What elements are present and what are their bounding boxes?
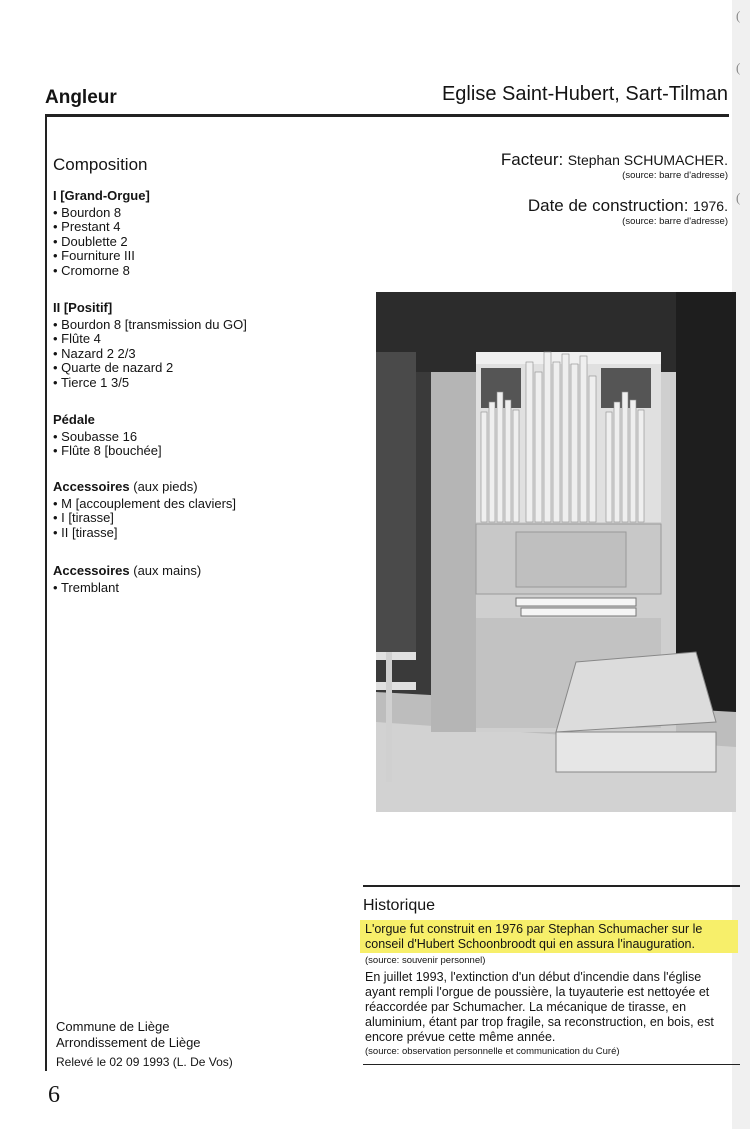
builder-line bbox=[501, 150, 728, 170]
accessory-item: • M [accouplement des claviers] bbox=[53, 497, 236, 512]
commune-block bbox=[56, 1019, 201, 1051]
date-source: (source: barre d'adresse) bbox=[622, 216, 728, 227]
pedale-section bbox=[53, 413, 162, 459]
historique-line: ayant rempli l'orgue de poussière, la tuyauterie est nettoyée et bbox=[365, 985, 710, 999]
accessory-item: • II [tirasse] bbox=[53, 526, 236, 541]
positif-heading: II [Positif] bbox=[53, 300, 113, 315]
grand-orgue-heading: I [Grand-Orgue] bbox=[53, 188, 150, 203]
releve-note: Relevé le 02 09 1993 (L. De Vos) bbox=[56, 1055, 233, 1069]
accessoires-pieds-heading bbox=[53, 480, 236, 495]
pedale-heading: Pédale bbox=[53, 412, 95, 427]
date-line bbox=[528, 196, 728, 216]
accessoires-label: Accessoires bbox=[53, 563, 130, 578]
stop-item: • Cromorne 8 bbox=[53, 264, 150, 279]
edge-mark: ( bbox=[736, 8, 741, 23]
date-value: 1976. bbox=[692, 198, 728, 214]
builder-label: Facteur: bbox=[500, 150, 564, 169]
composition-title: Composition bbox=[53, 155, 148, 174]
stop-item: • Prestant 4 bbox=[53, 220, 150, 235]
edge-mark: ( bbox=[736, 60, 741, 75]
stop-item: • Bourdon 8 bbox=[53, 206, 150, 221]
accessoires-mains-section bbox=[53, 564, 201, 595]
location-title: Angleur bbox=[45, 87, 117, 108]
positif-section bbox=[53, 301, 247, 390]
edge-mark: ( bbox=[736, 190, 741, 205]
accessoires-mains-heading bbox=[53, 564, 201, 579]
historique-highlight-line: conseil d'Hubert Schoonbroodt qui en assura l'inauguration. bbox=[365, 937, 695, 951]
builder-source: (source: barre d'adresse) bbox=[622, 170, 728, 181]
arrondissement-name: Arrondissement de Liège bbox=[56, 1035, 201, 1050]
stop-item: • Doublette 2 bbox=[53, 235, 150, 250]
accessoires-note: (aux mains) bbox=[133, 563, 202, 578]
stop-item: • Quarte de nazard 2 bbox=[53, 361, 247, 376]
historique-highlight-line: L'orgue fut construit en 1976 par Stephan Schumacher sur le bbox=[365, 922, 703, 936]
grand-orgue-section bbox=[53, 189, 150, 278]
historique-line: encore prévue cette même année. bbox=[365, 1030, 556, 1044]
builder-value: Stephan SCHUMACHER. bbox=[567, 152, 728, 168]
historique-highlight-text bbox=[365, 922, 740, 952]
historique-source-1: (source: souvenir personnel) bbox=[365, 955, 486, 966]
page-number: 6 bbox=[48, 1082, 60, 1108]
historique-rule bbox=[363, 885, 740, 887]
historique-title: Historique bbox=[363, 897, 436, 914]
historique-source-2: (source: observation personnelle et communication du Curé) bbox=[365, 1046, 620, 1057]
stop-item: • Flûte 8 [bouchée] bbox=[53, 444, 162, 459]
organ-photo bbox=[376, 292, 736, 812]
left-margin-rule bbox=[45, 116, 47, 1071]
historique-line: réaccordée par Schumacher. La mécanique de tirasse, en bbox=[365, 1000, 687, 1014]
stop-item: • Bourdon 8 [transmission du GO] bbox=[53, 318, 247, 333]
accessoires-pieds-section bbox=[53, 480, 236, 540]
stop-item: • Tierce 1 3/5 bbox=[53, 376, 247, 391]
accessory-item: • I [tirasse] bbox=[53, 511, 236, 526]
historique-paragraph bbox=[365, 970, 740, 1045]
date-label: Date de construction: bbox=[527, 196, 689, 215]
historique-line: En juillet 1993, l'extinction d'un début d'incendie dans l'église bbox=[365, 970, 702, 984]
accessoires-note: (aux pieds) bbox=[133, 479, 198, 494]
stop-item: • Nazard 2 2/3 bbox=[53, 347, 247, 362]
church-title: Eglise Saint-Hubert, Sart-Tilman bbox=[441, 83, 728, 105]
stop-item: • Fourniture III bbox=[53, 249, 150, 264]
stop-item: • Soubasse 16 bbox=[53, 430, 162, 445]
commune-name: Commune de Liège bbox=[56, 1019, 170, 1034]
header-rule bbox=[45, 114, 729, 117]
stop-item: • Flûte 4 bbox=[53, 332, 247, 347]
organ-photo-svg bbox=[376, 292, 736, 812]
historique-bottom-rule bbox=[363, 1064, 740, 1065]
accessory-item: • Tremblant bbox=[53, 581, 201, 596]
historique-line: aluminium, étant par trop fragile, sa reconstruction, en bois, est bbox=[365, 1015, 714, 1029]
accessoires-label: Accessoires bbox=[53, 479, 130, 494]
